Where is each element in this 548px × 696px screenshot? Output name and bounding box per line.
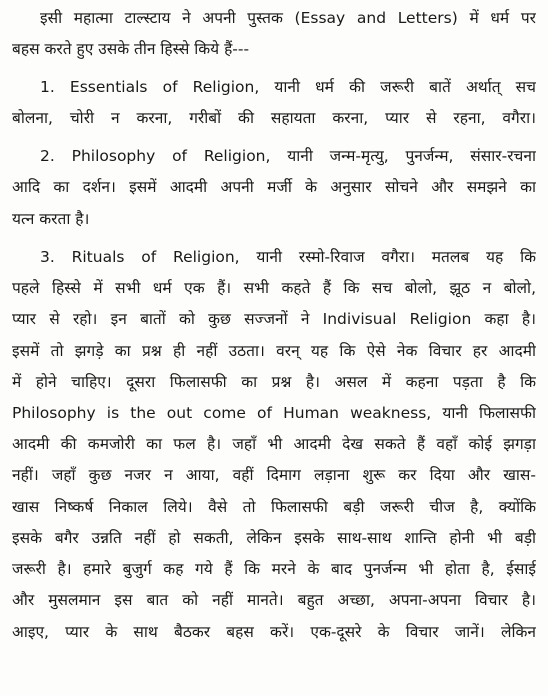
paragraph-line-6: Philosophy is the out come of Human weakness, यानी फिलासफी <box>12 404 536 422</box>
paragraph-line-7: आदमी की कमजोरी का फल है। जहाँ भी आदमी देख सकते हैं वहाँ कोई झगड़ा <box>12 435 536 453</box>
list-item-3-line-1: 3. Rituals of Religion, यानी रस्मो-रिवाज वगैरा। मतलब यह कि <box>40 248 536 266</box>
list-item-1-line-1: 1. Essentials of Religion, यानी धर्म की जरूरी बातें अर्थात् सच <box>40 78 536 96</box>
list-item-2-line-3: यत्न करता है। <box>12 210 90 228</box>
paragraph-line-8: नहीं। जहाँ कुछ नजर न आया, वहीं दिमाग लड़ाना शुरू कर दिया और खास- <box>12 466 536 484</box>
paragraph-line-12: और मुसलमान इस बात को नहीं मानते। बहुत अच्छा, अपना-अपना विचार है। <box>12 591 536 609</box>
paragraph-line-10: इसके बगैर उन्नति नहीं हो सकती, लेकिन इसके साथ-साथ शान्ति होनी भी बड़ी <box>12 529 536 547</box>
paragraph-line-3: प्यार से रहो। इन बातों को कुछ सज्जनों ने Indivisual Religion कहा है। <box>12 310 536 328</box>
list-item-1-line-2: बोलना, चोरी न करना, गरीबों की सहायता करना, प्यार से रहना, वगैरा। <box>12 109 536 127</box>
paragraph-line-9: खास निष्कर्ष निकाल लिये। वैसे तो फिलासफी बड़ी जरूरी चीज है, क्योंकि <box>12 498 536 516</box>
paragraph-line-13: आइए, प्यार के साथ बैठकर बहस करें। एक-दूसरे के विचार जानें। लेकिन <box>12 623 536 641</box>
list-item-2-line-2: आदि का दर्शन। इसमें आदमी अपनी मर्जी के अनुसार सोचने और समझने का <box>12 178 536 196</box>
text-line-2: बहस करते हुए उसके तीन हिस्से किये हैं--- <box>12 40 250 58</box>
paragraph-line-4: इसमें तो झगड़े का प्रश्न ही नहीं उठता। वरन् यह कि ऐसे नेक विचार हर आदमी <box>12 342 536 360</box>
paragraph-line-5: में होने चाहिए। दूसरा फिलासफी का प्रश्न है। असल में कहना पड़ता है कि <box>12 373 536 391</box>
paragraph-line-2: पहले हिस्से में सभी धर्म एक हैं। सभी कहते हैं कि सच बोलो, झूठ न बोलो, <box>12 279 536 297</box>
paragraph-line-11: जरूरी है। हमारे बुजुर्ग कह गये हैं कि मरने के बाद पुनर्जन्म भी होता है, ईसाई <box>12 560 536 578</box>
text-line-1: इसी महात्मा टाल्स्टाय ने अपनी पुस्तक (Essay and Letters) में धर्म पर <box>40 9 536 27</box>
list-item-2-line-1: 2. Philosophy of Religion, यानी जन्म-मृत्यु, पुनर्जन्म, संसार-रचना <box>40 147 536 165</box>
